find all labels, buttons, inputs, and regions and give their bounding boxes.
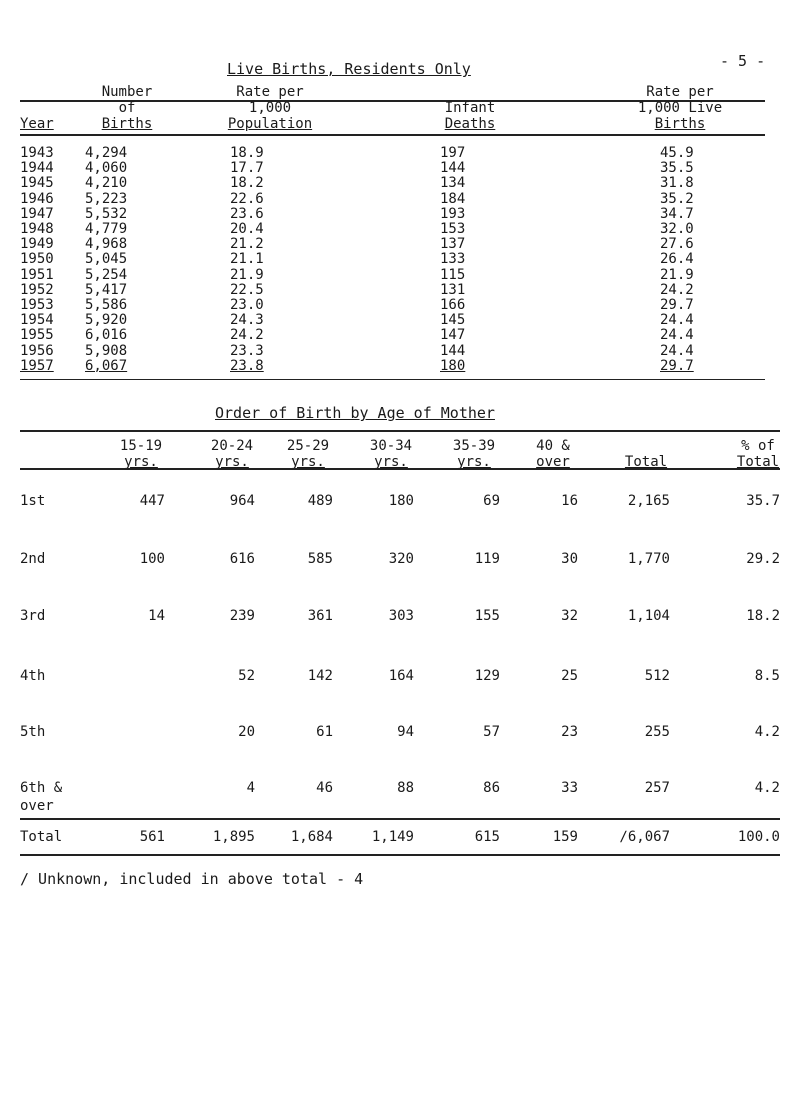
table2-cell: 100 bbox=[139, 551, 165, 567]
table1-header-rule bbox=[20, 134, 765, 136]
table2-cell: 180 bbox=[388, 493, 414, 509]
table1-cell-infant-deaths: 184 bbox=[440, 190, 466, 207]
table2-top-rule bbox=[20, 430, 780, 432]
table2-row-label: 4th bbox=[20, 668, 46, 684]
table2-row bbox=[0, 491, 801, 511]
table1-cell-rate-live: 35.5 bbox=[660, 160, 694, 177]
table2-total-cell: 561 bbox=[139, 829, 165, 845]
table1-header-births-2: of bbox=[118, 100, 136, 116]
table1-cell-year: 1954 bbox=[20, 312, 54, 329]
footnote: ∕ Unknown, included in above total - 4 bbox=[20, 870, 364, 888]
table2-row bbox=[0, 666, 801, 686]
table2-cell: 616 bbox=[229, 551, 255, 567]
table2-cell: 164 bbox=[388, 668, 414, 684]
table1-cell-year: 1948 bbox=[20, 221, 54, 237]
table1-cell-rate-pop: 20.4 bbox=[230, 221, 264, 237]
table2-cell: 18.2 bbox=[746, 608, 780, 624]
table1-cell-year: 1953 bbox=[20, 297, 54, 313]
table2-row-label: 5th bbox=[20, 724, 46, 740]
table2-cell: 585 bbox=[307, 551, 333, 567]
table1-cell-births: 5,532 bbox=[85, 205, 128, 222]
table2-cell: 23 bbox=[561, 724, 578, 740]
table1-cell-rate-live: 34.7 bbox=[660, 205, 694, 222]
table2-row-label: 3rd bbox=[20, 608, 46, 624]
table1-row bbox=[0, 237, 801, 252]
table2-cell: 255 bbox=[644, 724, 670, 740]
table2-cell: 447 bbox=[139, 493, 165, 509]
table1-cell-rate-live: 21.9 bbox=[660, 266, 694, 283]
table1-row bbox=[0, 328, 801, 343]
table1-cell-births: 5,417 bbox=[85, 281, 128, 298]
table2-title: Order of Birth by Age of Mother bbox=[215, 404, 495, 422]
table1-cell-births: 6,067 bbox=[85, 357, 128, 374]
table2-total-line bbox=[0, 827, 801, 847]
table1-header-births-3: Births bbox=[101, 116, 153, 132]
table2-bottom-rule bbox=[20, 854, 780, 856]
table1-cell-year: 1946 bbox=[20, 190, 54, 207]
table1-row bbox=[0, 268, 801, 283]
table2-total-rule bbox=[20, 818, 780, 820]
table2-cell: 32 bbox=[561, 608, 578, 624]
table1-cell-rate-live: 24.2 bbox=[660, 281, 694, 298]
table2-cell: 4 bbox=[246, 780, 255, 796]
table1-cell-infant-deaths: 115 bbox=[440, 266, 466, 283]
table1-cell-rate-live: 24.4 bbox=[660, 327, 694, 344]
table2-header-rule bbox=[20, 468, 780, 470]
table2-row-label: 2nd bbox=[20, 551, 46, 567]
table1-header-year: Year bbox=[20, 116, 54, 132]
table1-header-ratelive-2: 1,000 Live bbox=[637, 100, 723, 116]
table2-cell: 4.2 bbox=[754, 780, 780, 796]
table1-row bbox=[0, 176, 801, 191]
table2-cell: 94 bbox=[397, 724, 414, 740]
table1-row bbox=[0, 359, 801, 374]
table2-cell: 20 bbox=[238, 724, 255, 740]
table2-row-label: over bbox=[20, 798, 54, 814]
table1-cell-births: 4,060 bbox=[85, 160, 128, 177]
table2-cell: 2,165 bbox=[627, 493, 670, 509]
table1-header-infant-1: Infant bbox=[444, 100, 496, 116]
table2-header-col4-line1: 30-34 bbox=[369, 438, 413, 454]
table1-cell-births: 4,210 bbox=[85, 175, 128, 192]
table1-cell-rate-live: 29.7 bbox=[660, 297, 694, 313]
table2-cell: 46 bbox=[316, 780, 333, 796]
table2-cell: 239 bbox=[229, 608, 255, 624]
table1-cell-rate-live: 35.2 bbox=[660, 190, 694, 207]
table1-cell-rate-pop: 22.5 bbox=[230, 281, 264, 298]
table2-cell: 303 bbox=[388, 608, 414, 624]
table1-cell-rate-pop: 23.8 bbox=[230, 357, 264, 374]
table1-row bbox=[0, 344, 801, 359]
table2-cell: 33 bbox=[561, 780, 578, 796]
table2-header-col4-line2: yrs. bbox=[374, 454, 408, 470]
page-title: Live Births, Residents Only bbox=[227, 60, 471, 78]
table2-header-col2-line2: yrs. bbox=[215, 454, 249, 470]
table2-row bbox=[0, 778, 801, 814]
table1-cell-year: 1945 bbox=[20, 175, 54, 192]
table1-cell-rate-pop: 23.0 bbox=[230, 297, 264, 313]
table2-header-col8-line2: Total bbox=[736, 454, 780, 470]
table1-cell-rate-pop: 22.6 bbox=[230, 190, 264, 207]
table2-cell: 88 bbox=[397, 780, 414, 796]
table2-cell: 61 bbox=[316, 724, 333, 740]
table1-cell-year: 1955 bbox=[20, 327, 54, 344]
table1-cell-infant-deaths: 133 bbox=[440, 251, 466, 268]
table2-cell: 142 bbox=[307, 668, 333, 684]
table2-header-col6-line2: over bbox=[536, 454, 570, 470]
table2-cell: 25 bbox=[561, 668, 578, 684]
table1-cell-year: 1952 bbox=[20, 281, 54, 298]
table1-cell-rate-live: 29.7 bbox=[660, 357, 694, 374]
table1-header-ratelive-1: Rate per bbox=[646, 84, 714, 100]
table1-cell-year: 1957 bbox=[20, 357, 54, 374]
table2-total-cell: 1,684 bbox=[290, 829, 333, 845]
table2-header-col5-line2: yrs. bbox=[457, 454, 491, 470]
table2-row bbox=[0, 606, 801, 626]
table1-cell-rate-pop: 21.2 bbox=[230, 236, 264, 253]
table1-cell-year: 1947 bbox=[20, 205, 54, 222]
table1-cell-infant-deaths: 137 bbox=[440, 236, 466, 253]
table2-total-cell: 1,149 bbox=[371, 829, 414, 845]
table1-cell-births: 5,223 bbox=[85, 190, 128, 207]
table2-header-col7-line2: Total bbox=[624, 454, 668, 470]
table1-cell-year: 1951 bbox=[20, 266, 54, 283]
table2-cell: 57 bbox=[483, 724, 500, 740]
table1-row bbox=[0, 207, 801, 222]
table1-cell-infant-deaths: 166 bbox=[440, 297, 466, 313]
table1-cell-births: 6,016 bbox=[85, 327, 128, 344]
table1-cell-births: 5,045 bbox=[85, 251, 128, 268]
table2-total-cell: 1,895 bbox=[212, 829, 255, 845]
table1-cell-rate-live: 24.4 bbox=[660, 312, 694, 329]
table1-cell-births: 4,968 bbox=[85, 236, 128, 253]
table2-row-label: 1st bbox=[20, 493, 46, 509]
table2-cell: 129 bbox=[474, 668, 500, 684]
table1-cell-rate-pop: 18.9 bbox=[230, 145, 264, 161]
table1-cell-rate-pop: 23.3 bbox=[230, 342, 264, 359]
table1-header-ratepop-2: 1,000 bbox=[248, 100, 292, 116]
table1-cell-rate-live: 24.4 bbox=[660, 342, 694, 359]
table1-cell-births: 5,254 bbox=[85, 266, 128, 283]
table1-header-infant-2: Deaths bbox=[444, 116, 496, 132]
table2-cell: 69 bbox=[483, 493, 500, 509]
table2-header-col8-line1: % of bbox=[741, 438, 775, 454]
table2-total-cell: 100.0 bbox=[737, 829, 780, 845]
table1-bottom-rule bbox=[20, 379, 765, 380]
table1-row bbox=[0, 161, 801, 176]
table2-cell: 4.2 bbox=[754, 724, 780, 740]
table2-cell: 14 bbox=[148, 608, 165, 624]
table2-cell: 30 bbox=[561, 551, 578, 567]
table1-cell-births: 5,908 bbox=[85, 342, 128, 359]
table1-cell-births: 4,779 bbox=[85, 221, 128, 237]
table1-cell-rate-live: 27.6 bbox=[660, 236, 694, 253]
table1-cell-rate-pop: 17.7 bbox=[230, 160, 264, 177]
table1-header-ratelive-3: Births bbox=[654, 116, 706, 132]
table1-cell-rate-live: 45.9 bbox=[660, 145, 694, 161]
table1-cell-rate-pop: 24.3 bbox=[230, 312, 264, 329]
table1-cell-infant-deaths: 145 bbox=[440, 312, 466, 329]
table1-cell-births: 4,294 bbox=[85, 145, 128, 161]
table2-total-cell: 615 bbox=[474, 829, 500, 845]
table2-cell: 29.2 bbox=[746, 551, 780, 567]
table1-row bbox=[0, 283, 801, 298]
table1-header-ratepop-3: Population bbox=[227, 116, 313, 132]
table1-cell-rate-live: 32.0 bbox=[660, 221, 694, 237]
table2-cell: 489 bbox=[307, 493, 333, 509]
table2-header-col1-line1: 15-19 bbox=[119, 438, 163, 454]
table2-cell: 35.7 bbox=[746, 493, 780, 509]
table1-cell-rate-pop: 24.2 bbox=[230, 327, 264, 344]
table2-cell: 1,770 bbox=[627, 551, 670, 567]
table1-cell-infant-deaths: 131 bbox=[440, 281, 466, 298]
table1-row bbox=[0, 298, 801, 313]
table1-row bbox=[0, 192, 801, 207]
table2-cell: 119 bbox=[474, 551, 500, 567]
table1-cell-births: 5,586 bbox=[85, 297, 128, 313]
table1-cell-year: 1943 bbox=[20, 145, 54, 161]
table1-cell-year: 1944 bbox=[20, 160, 54, 177]
table1-cell-rate-pop: 18.2 bbox=[230, 175, 264, 192]
table2-total-label: Total bbox=[20, 829, 63, 845]
table1-row bbox=[0, 313, 801, 328]
table1-cell-year: 1949 bbox=[20, 236, 54, 253]
table2-header-col2-line1: 20-24 bbox=[210, 438, 254, 454]
table1-cell-rate-pop: 23.6 bbox=[230, 205, 264, 222]
table1-cell-infant-deaths: 197 bbox=[440, 145, 466, 161]
table1-cell-year: 1950 bbox=[20, 251, 54, 268]
table2-header-col5-line1: 35-39 bbox=[452, 438, 496, 454]
table2-cell: 8.5 bbox=[754, 668, 780, 684]
table2-row bbox=[0, 722, 801, 742]
table2-total-cell: 159 bbox=[552, 829, 578, 845]
table1-cell-rate-live: 31.8 bbox=[660, 175, 694, 192]
table2-header-col1-line2: yrs. bbox=[124, 454, 158, 470]
table2-row-label: 6th & bbox=[20, 780, 63, 796]
table2-header-col3-line2: yrs. bbox=[291, 454, 325, 470]
table1-cell-births: 5,920 bbox=[85, 312, 128, 329]
table2-cell: 1,104 bbox=[627, 608, 670, 624]
table2-cell: 155 bbox=[474, 608, 500, 624]
table2-header-col6-line1: 40 & bbox=[536, 438, 570, 454]
table1-cell-infant-deaths: 153 bbox=[440, 221, 466, 237]
table2-cell: 512 bbox=[644, 668, 670, 684]
table1-cell-infant-deaths: 144 bbox=[440, 160, 466, 177]
table1-cell-rate-pop: 21.1 bbox=[230, 251, 264, 268]
table2-total-cell: ∕6,067 bbox=[619, 829, 670, 845]
table2-cell: 320 bbox=[388, 551, 414, 567]
table2-header-col3-line1: 25-29 bbox=[286, 438, 330, 454]
table1-cell-infant-deaths: 134 bbox=[440, 175, 466, 192]
table2-cell: 52 bbox=[238, 668, 255, 684]
table1-cell-year: 1956 bbox=[20, 342, 54, 359]
table1-row bbox=[0, 146, 801, 161]
table2-row bbox=[0, 549, 801, 569]
table1-cell-infant-deaths: 147 bbox=[440, 327, 466, 344]
table1-cell-infant-deaths: 180 bbox=[440, 357, 466, 374]
table1-row bbox=[0, 222, 801, 237]
table2-cell: 964 bbox=[229, 493, 255, 509]
table2-cell: 86 bbox=[483, 780, 500, 796]
table2-cell: 361 bbox=[307, 608, 333, 624]
table1-cell-infant-deaths: 193 bbox=[440, 205, 466, 222]
table1-cell-rate-live: 26.4 bbox=[660, 251, 694, 268]
table2-cell: 257 bbox=[644, 780, 670, 796]
table1-cell-infant-deaths: 144 bbox=[440, 342, 466, 359]
table1-header-births-1: Number bbox=[101, 84, 153, 100]
table1-cell-rate-pop: 21.9 bbox=[230, 266, 264, 283]
table1-row bbox=[0, 252, 801, 267]
table1-header-ratepop-1: Rate per bbox=[236, 84, 304, 100]
page-number: - 5 - bbox=[720, 52, 766, 70]
table2-cell: 16 bbox=[561, 493, 578, 509]
